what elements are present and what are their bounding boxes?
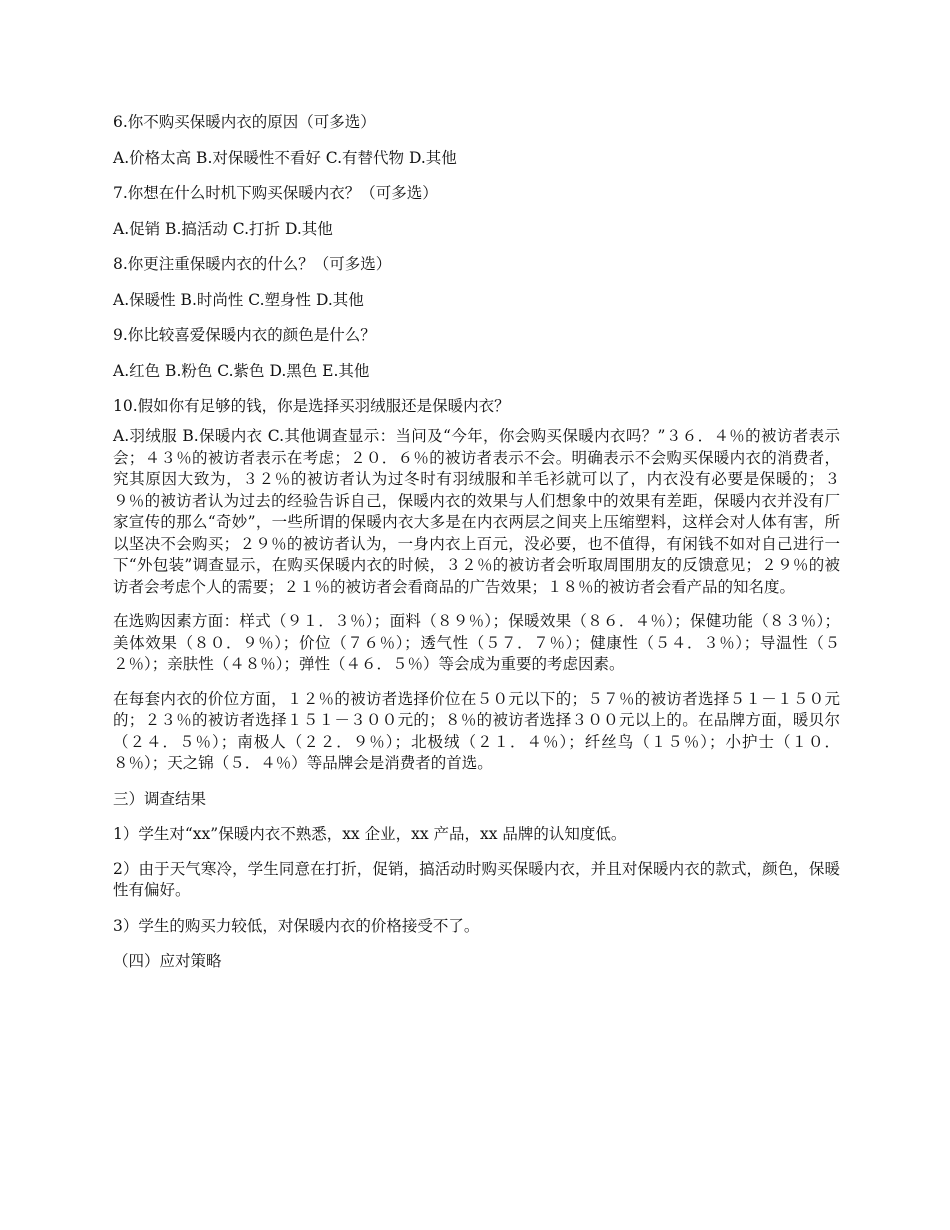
document-page (113, 111, 840, 986)
question-9-options: A.红色 B.粉色 C.紫色 D.黑色 E.其他 (113, 361, 370, 380)
question-9: 9.你比较喜爱保暖内衣的颜色是什么？ (113, 326, 376, 344)
question-7-options: A.促销 B.搞活动 C.打折 D.其他 (113, 219, 333, 238)
result-item-1: 1）学生对“xx”保暖内衣不熟悉，xx 企业，xx 产品，xx 品牌的认知度低。 (113, 825, 627, 843)
price-brand-paragraph: 在每套内衣的价位方面，１２％的被访者选择价位在５０元以下的；５７％的被访者选择５１－１５０元的；２３％的被访者选择１５１－３００元的；８％的被访者选择３００元以上的。在品牌方面，暖贝尔（２４．５％）；南极人（２２．９％）；北极绒（２１．４％）；纤丝鸟（１５％）；小护士（１０．８％）；天之锦（５．４％）等品牌会是消费者的首选。 (113, 689, 840, 772)
question-6-options: A.价格太高 B.对保暖性不看好 C.有替代物 D.其他 (113, 148, 457, 167)
results-heading: 三）调查结果 (113, 789, 207, 808)
question-10: 10.假如你有足够的钱，你是选择买羽绒服还是保暖内衣？ (113, 397, 510, 415)
strategy-heading: （四）应对策略 (113, 952, 222, 970)
question-8-options: A.保暖性 B.时尚性 C.塑身性 D.其他 (113, 290, 364, 309)
question-7: 7.你想在什么时机下购买保暖内衣？（可多选） (113, 184, 438, 202)
result-item-3: 3）学生的购买力较低，对保暖内衣的价格接受不了。 (113, 916, 480, 935)
purchase-factors-paragraph: 在选购因素方面：样式（９１．３％）；面料（８９％）；保暖效果（８６．４％）；保健功能（８３％）；美体效果（８０．９％）；价位（７６％）；透气性（５７．７％）；健康性（５４．３％）；导温性（５２％）；亲肤性（４８％）；弹性（４６．５％）等会成为重要的考虑因素。 (113, 612, 840, 673)
question-6: 6.你不购买保暖内衣的原因（可多选） (113, 113, 376, 131)
question-8: 8.你更注重保暖内衣的什么？（可多选） (113, 255, 392, 273)
result-item-2: 2）由于天气寒冷，学生同意在打折，促销，搞活动时购买保暖内衣，并且对保暖内衣的款式，颜色，保暖性有偏好。 (113, 859, 840, 899)
survey-findings-paragraph: A.羽绒服 B.保暖内衣 C.其他调查显示：当问及“今年，你会购买保暖内衣吗？”３６．４％的被访者表示会；４３％的被访者表示在考虑；２０．６％的被访者表示不会。明确表示不会购买保暖内衣的消费者，究其原因大致为，３２％的被访者认为过冬时有羽绒服和羊毛衫就可以了，内衣没有必要是保暖的；３９％的被访者认为过去的经验告诉自己，保暖内衣的效果与人们想象中的效果有差距，保暖内衣并没有厂家宣传的那么“奇妙”，一些所谓的保暖内衣大多是在内衣两层之间夹上压缩塑料，这样会对人体有害，所以坚决不会购买；２９％的被访者认为，一身内衣上百元，没必要，也不值得，有闲钱不如对自己进行一下“外包装”调查显示，在购买保暖内衣的时候，３２％的被访者会听取周围朋友的反馈意见；２９％的被访者会考虑个人的需要；２１％的被访者会看商品的广告效果；１８％的被访者会看产品的知名度。 (113, 427, 840, 596)
